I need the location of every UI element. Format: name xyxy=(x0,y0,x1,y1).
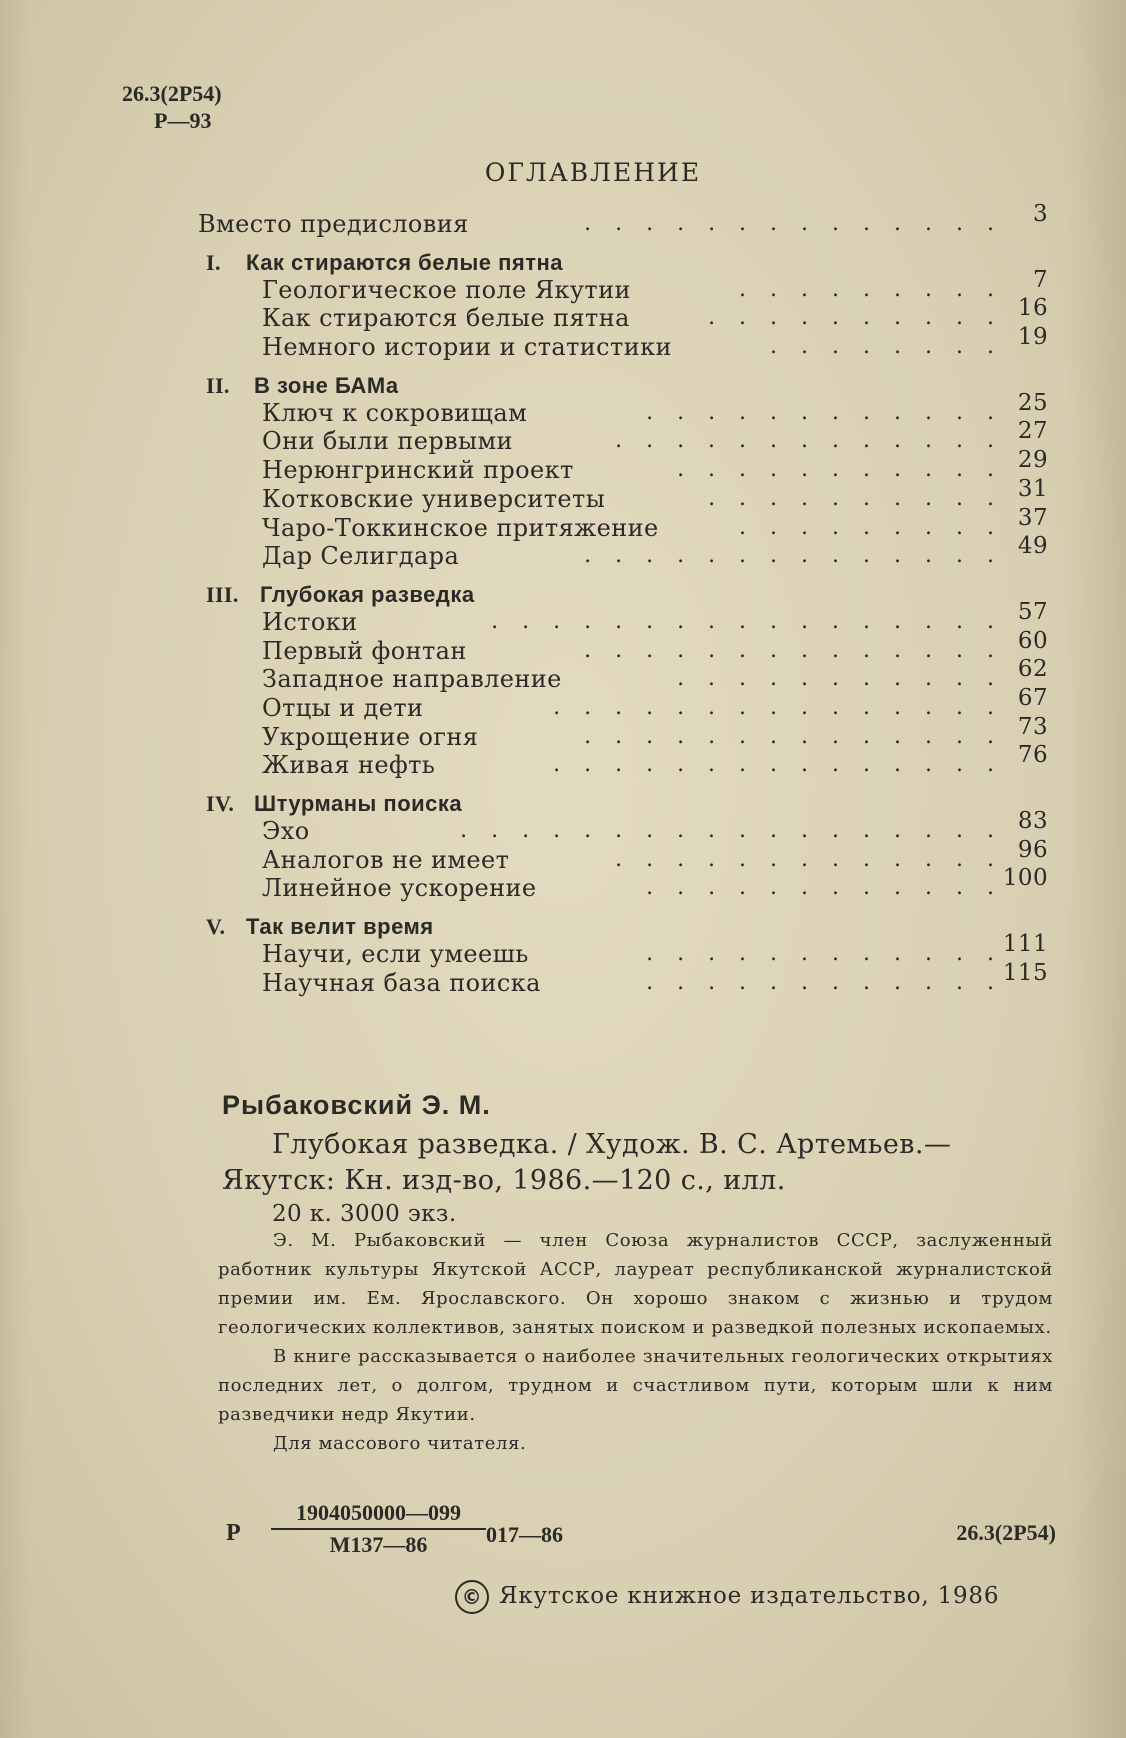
toc-entry xyxy=(198,931,1058,969)
toc-entry-title: Нерюнгринский проект xyxy=(262,456,574,485)
toc-section-title: Так велит время xyxy=(246,914,434,940)
toc-page-number: 57 xyxy=(1017,598,1048,625)
toc-page-number: 37 xyxy=(1017,504,1048,531)
toc-page-number: 100 xyxy=(1002,865,1048,892)
toc-section-title: Как стираются белые пятна xyxy=(246,249,564,275)
toc-entry xyxy=(198,389,1058,428)
toc-page-number: 83 xyxy=(1017,808,1048,834)
toc-page-number: 62 xyxy=(1017,656,1048,683)
toc-entry-title: Первый фонтан xyxy=(262,636,467,665)
toc-entry xyxy=(198,684,1058,723)
toc-entry xyxy=(198,266,1058,305)
page-edge-shadow-right xyxy=(1066,0,1126,1738)
toc-entry-title: Ключ к сокровищам xyxy=(262,398,528,427)
toc-page-number: 73 xyxy=(1017,713,1048,740)
toc-gap xyxy=(198,903,1058,911)
classification-fraction xyxy=(271,1500,486,1558)
toc-entry xyxy=(198,598,1058,637)
annotation-paragraph: Для массового читателя. xyxy=(273,1433,527,1454)
toc-entry xyxy=(198,627,1058,666)
toc-page-number: 67 xyxy=(1017,684,1048,711)
toc-entry-title: Отцы и дети xyxy=(262,693,424,722)
toc-dot-leader: ............. xyxy=(615,846,1018,872)
toc-entry xyxy=(198,324,1058,362)
toc-dot-leader: .............. xyxy=(584,723,1018,749)
toc-entry xyxy=(198,713,1058,752)
toc-entry-title: Живая нефть xyxy=(262,751,436,780)
toc-dot-leader: ................. xyxy=(491,608,1018,634)
toc-page-number: 19 xyxy=(1017,324,1048,351)
toc-entry xyxy=(198,475,1058,514)
toc-dot-leader: .................. xyxy=(460,818,1018,843)
toc-section-number: V. xyxy=(206,914,226,940)
catalog-imprint-line: Якутск: Кн. изд-во, 1986.—120 с., илл. xyxy=(222,1165,786,1196)
toc-dot-leader: ........... xyxy=(677,666,1018,692)
toc-entry-title: Научная база поиска xyxy=(262,968,541,997)
toc-entry xyxy=(198,656,1058,694)
toc-section-number: II. xyxy=(206,372,230,398)
toc-section xyxy=(198,579,1058,608)
toc-gap xyxy=(198,780,1058,788)
toc-section-number: I. xyxy=(206,249,221,275)
catalog-description xyxy=(222,1127,951,1229)
toc-entry-title: Как стираются белые пятна xyxy=(262,304,630,333)
toc-entry-title: Укрощение огня xyxy=(262,722,479,751)
copyright-icon: © xyxy=(455,1580,489,1614)
annotation-paragraph: Э. М. Рыбаковский — член Союза журналистов СССР, заслуженный работник культуры Якутской АССР, лауреат республиканской журналистской премии им. Ем. Ярославского. Он хорошо знаком с жизнью и трудом геологических коллективов, занятых поиском и разведкой полезных ископаемых. xyxy=(218,1230,1053,1338)
toc-dot-leader: ............ xyxy=(646,969,1018,995)
catalog-author: Рыбаковский Э. М. xyxy=(222,1090,491,1120)
toc-dot-leader: .......... xyxy=(708,305,1018,331)
copyright-text: Якутское книжное издательство, 1986 xyxy=(499,1583,1000,1609)
toc-dot-leader: ........... xyxy=(677,457,1018,483)
toc-page-number: 96 xyxy=(1017,836,1048,863)
toc-entry-title: Вместо предисловия xyxy=(198,210,469,238)
toc-entry xyxy=(198,836,1058,875)
toc-entry xyxy=(198,418,1058,456)
table-of-contents xyxy=(198,201,1058,997)
toc-dot-leader: ............ xyxy=(646,875,1018,901)
toc-entry xyxy=(198,504,1058,543)
toc-section xyxy=(198,247,1058,276)
toc-section-title: В зоне БАМа xyxy=(254,372,399,398)
toc-gap xyxy=(198,362,1058,370)
classification-letter: Р xyxy=(226,1520,241,1546)
classification-numerator: 1904050000—099 xyxy=(271,1500,486,1530)
toc-entry-title: Истоки xyxy=(262,607,358,636)
catalog-price-line: 20 к. 3000 экз. xyxy=(272,1201,457,1227)
bbk-code xyxy=(122,80,222,134)
toc-section xyxy=(198,370,1058,399)
toc-entry xyxy=(198,447,1058,485)
toc-entry xyxy=(198,808,1058,846)
toc-section xyxy=(198,788,1058,817)
toc-entry xyxy=(198,865,1058,903)
toc-page-number: 3 xyxy=(1032,201,1048,227)
toc-entry-title: Немного истории и статистики xyxy=(262,333,672,362)
toc-page-number: 27 xyxy=(1017,418,1048,445)
toc-dot-leader: ........ xyxy=(770,334,1018,360)
catalog-title-line: Глубокая разведка. / Худож. В. С. Артемьев.— xyxy=(272,1129,952,1160)
toc-entry-title: Геологическое поле Якутии xyxy=(262,275,631,304)
annotation xyxy=(218,1226,1053,1458)
toc-page-number: 115 xyxy=(1002,959,1048,986)
toc-dot-leader: ......... xyxy=(739,514,1018,540)
toc-section xyxy=(198,911,1058,940)
toc-dot-leader: .............. xyxy=(584,637,1018,663)
toc-entry-title: Они были первыми xyxy=(262,427,513,456)
toc-section-number: IV. xyxy=(206,791,235,816)
toc-entry-title: Чаро-Токкинское притяжение xyxy=(262,513,659,542)
toc-page-number: 31 xyxy=(1017,475,1048,502)
copyright-line xyxy=(455,1580,999,1614)
bbk-code-line1: 26.3(2Р54) xyxy=(122,81,222,106)
toc-entry-title: Дар Селигдара xyxy=(262,542,460,571)
toc-gap xyxy=(198,571,1058,579)
toc-entry-title: Научи, если умеешь xyxy=(262,940,529,969)
toc-dot-leader: ............... xyxy=(553,752,1018,778)
toc-entry-title: Западное направление xyxy=(262,665,562,694)
toc-dot-leader: .............. xyxy=(584,211,1018,236)
toc-dot-leader: .............. xyxy=(584,543,1018,569)
toc-entry xyxy=(198,201,1058,239)
classification-bbk: 26.3(2Р54) xyxy=(956,1520,1056,1545)
toc-page-number: 60 xyxy=(1017,627,1048,654)
classification-block xyxy=(226,1500,1056,1570)
toc-entry xyxy=(198,295,1058,333)
toc-dot-leader: ............. xyxy=(615,428,1018,454)
toc-entry xyxy=(198,959,1058,998)
classification-denominator: М137—86 xyxy=(329,1532,428,1557)
toc-title: ОГЛАВЛЕНИЕ xyxy=(484,158,702,187)
toc-dot-leader: ............ xyxy=(646,941,1018,967)
toc-entry-title: Линейное ускорение xyxy=(262,874,537,903)
toc-page-number: 7 xyxy=(1032,266,1048,293)
toc-entry-title: Котковские университеты xyxy=(262,484,606,513)
annotation-paragraph: В книге рассказывается о наиболее значительных геологических открытиях последних лет, о долгом, трудном и счастливом пути, которым шли к ним разведчики недр Якутии. xyxy=(218,1346,1053,1425)
toc-page-number: 25 xyxy=(1017,389,1048,416)
toc-page-number: 16 xyxy=(1017,295,1048,322)
toc-entry xyxy=(198,742,1058,780)
toc-section-number: III. xyxy=(206,581,239,607)
toc-page-number: 76 xyxy=(1017,742,1048,769)
toc-dot-leader: ............... xyxy=(553,694,1018,720)
classification-code: 017—86 xyxy=(486,1522,563,1547)
toc-page-number: 29 xyxy=(1017,447,1048,474)
toc-dot-leader: .......... xyxy=(708,485,1018,511)
bbk-code-line2: Р—93 xyxy=(154,108,212,133)
toc-entry xyxy=(198,533,1058,571)
page-edge-shadow-left xyxy=(0,0,30,1738)
toc-page-number: 111 xyxy=(1002,931,1048,958)
toc-section-title: Глубокая разведка xyxy=(260,581,475,607)
toc-page-number: 49 xyxy=(1017,533,1048,560)
toc-entry-title: Эхо xyxy=(262,817,310,845)
toc-entry-title: Аналогов не имеет xyxy=(262,845,510,874)
toc-gap xyxy=(198,239,1058,247)
toc-section-title: Штурманы поиска xyxy=(254,791,463,816)
toc-dot-leader: ............ xyxy=(646,399,1018,425)
toc-dot-leader: ......... xyxy=(739,276,1018,302)
